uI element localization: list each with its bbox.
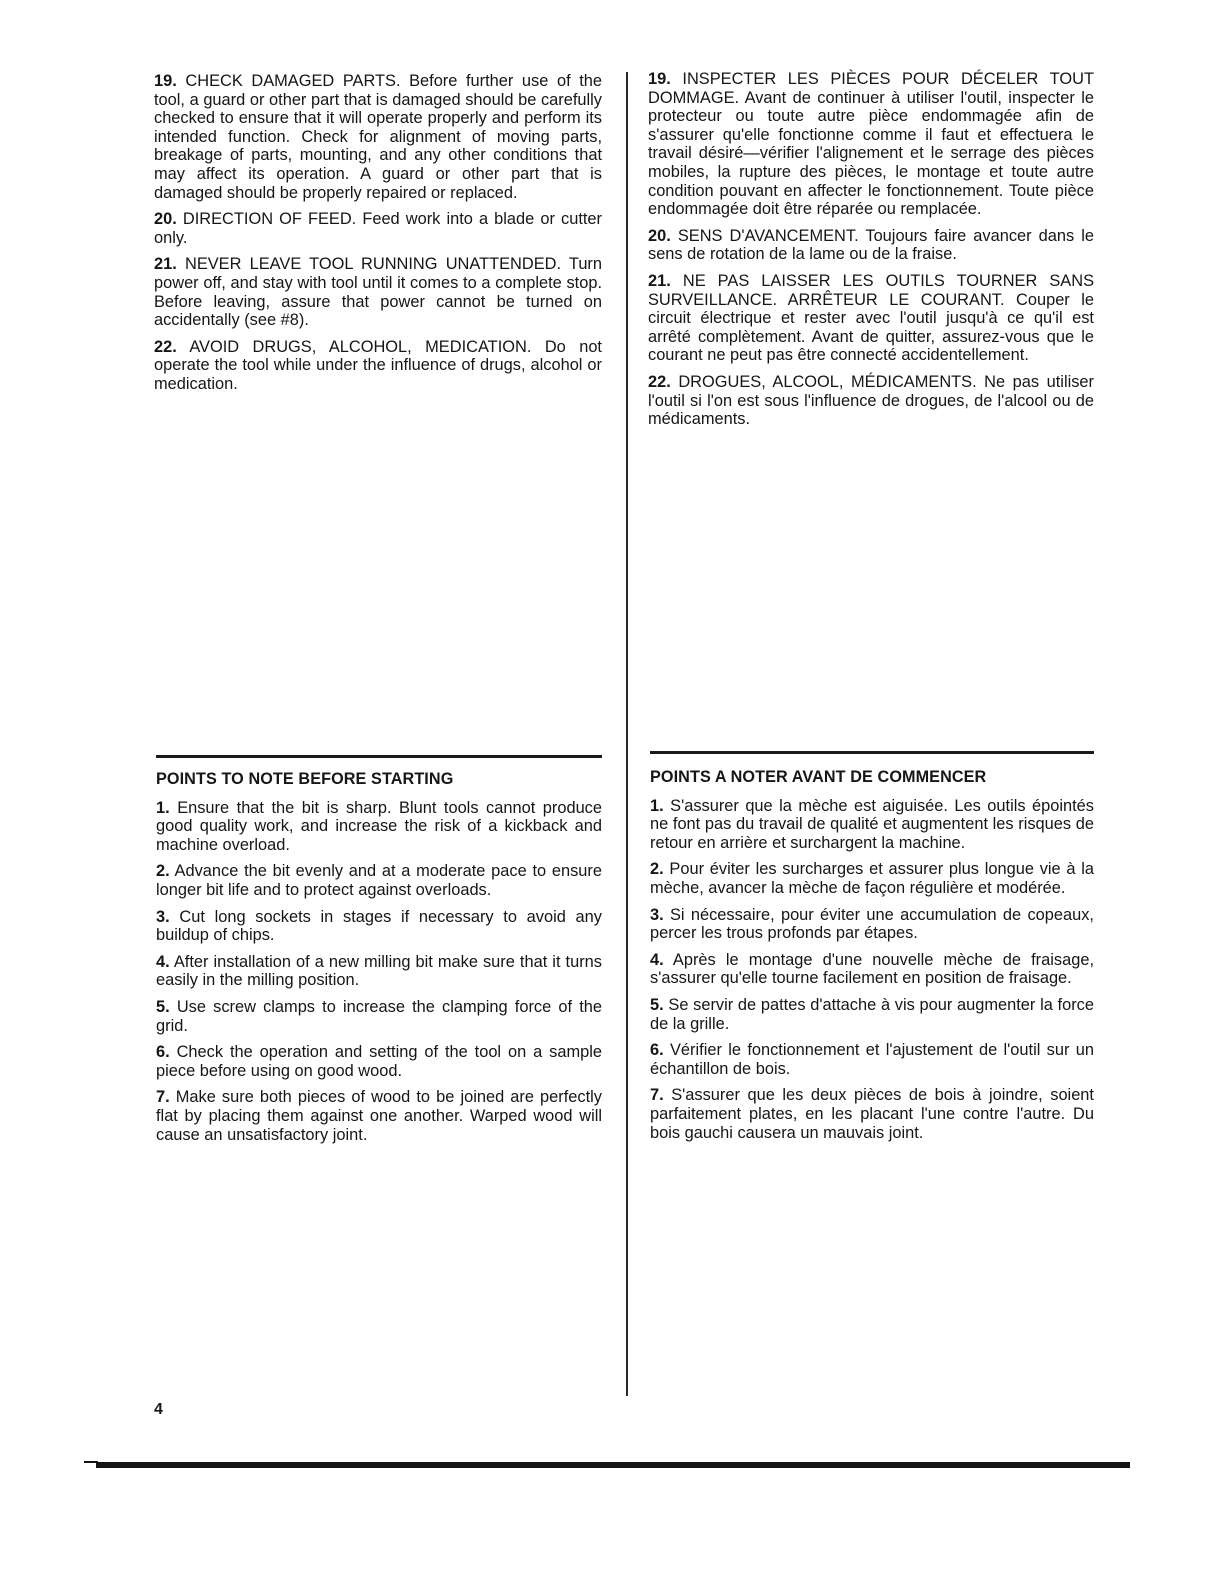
english-points-section bbox=[156, 770, 602, 1152]
fr-point-6: 6. Vérifier le fonctionnement et l'ajustement de l'outil sur un échantillon de bois. bbox=[650, 1041, 1094, 1078]
french-points-title: POINTS A NOTER AVANT DE COMMENCER bbox=[650, 768, 987, 786]
fr-point-2: 2. Pour éviter les surcharges et assurer plus longue vie à la mèche, avancer la mèche de façon régulière et modérée. bbox=[650, 860, 1094, 897]
english-safety-rules bbox=[154, 72, 602, 402]
page-number: 4 bbox=[154, 1401, 163, 1418]
en-rule-19: 19. CHECK DAMAGED PARTS. Before further use of the tool, a guard or other part that is damaged should be carefully checked to ensure that it will operate properly and perform its intended function. Check for alignment of moving parts, breakage of parts, mounting, and any other conditions that may affect its operation. A guard or other part that is damaged should be properly repaired or replaced. bbox=[154, 72, 602, 202]
en-rule-21: 21. NEVER LEAVE TOOL RUNNING UNATTENDED. Turn power off, and stay with tool until it comes to a complete stop. Before leaving, assure that power cannot be turned on accidentally (see #8). bbox=[154, 255, 603, 330]
fr-rule-21: 21. NE PAS LAISSER LES OUTILS TOURNER SANS SURVEILLANCE. ARRÊTEUR LE COURANT. Couper le circuit électrique et rester avec l'outil jusqu'à ce qu'il est arrêté complètement. Avant de quitter, assurez-vous que le courant ne peut pas être connecté accidentellement. bbox=[648, 271, 1095, 365]
fr-point-5: 5. Se servir de pattes d'attache à vis pour augmenter la force de la grille. bbox=[650, 995, 1094, 1033]
french-safety-rules bbox=[648, 70, 1094, 437]
fr-point-1: 1. S'assurer que la mèche est aiguisée. Les outils épointés ne font pas du travail de qualité et augmentent les risques de retour en arrière et surchargent la machine. bbox=[650, 796, 1094, 852]
column-divider bbox=[626, 72, 628, 1396]
en-point-4: 4. After installation of a new milling bit make sure that it turns easily in the milling position. bbox=[156, 952, 602, 990]
fr-rule-20: 20. SENS D'AVANCEMENT. Toujours faire avancer dans le sens de rotation de la lame ou de la fraise. bbox=[648, 226, 1094, 264]
fr-point-4: 4. Après le montage d'une nouvelle mèche de fraisage, s'assurer qu'elle tourne facilement en position de fraisage. bbox=[650, 950, 1094, 988]
en-point-7: 7. Make sure both pieces of wood to be joined are perfectly flat by placing them against one another. Warped wood will cause an unsatisfactory joint. bbox=[156, 1088, 602, 1144]
fr-rule-19: 19. INSPECTER LES PIÈCES POUR DÉCELER TOUT DOMMAGE. Avant de continuer à utiliser l'outil, inspecter le protecteur ou toute autre pièce endommagée afin de s'assurer qu'elle fonctionne comme il faut et effectuera le travail désiré—vérifier l'alignement et le serrage des pièces mobiles, la rupture des pièces, le montage et toute autre condition pouvant en affecter le fonctionnement. Toute pièce endommagée doit être réparée ou remplacée. bbox=[648, 70, 1094, 219]
french-points-section bbox=[650, 768, 1094, 1150]
en-point-1: 1. Ensure that the bit is sharp. Blunt tools cannot produce good quality work, and increase the risk of a kickback and machine overload. bbox=[156, 798, 602, 854]
en-point-5: 5. Use screw clamps to increase the clamping force of the grid. bbox=[156, 997, 602, 1035]
en-rule-20: 20. DIRECTION OF FEED. Feed work into a blade or cutter only. bbox=[154, 210, 602, 247]
french-section-rule bbox=[650, 751, 1094, 754]
fr-point-7: 7. S'assurer que les deux pièces de bois à joindre, soient parfaitement plates, en les placant l'une contre l'autre. Du bois gauchi causera un mauvais joint. bbox=[650, 1086, 1094, 1142]
fr-rule-22: 22. DROGUES, ALCOOL, MÉDICAMENTS. Ne pas utiliser l'outil si l'on est sous l'influence de drogues, de l'alcool ou de médicaments. bbox=[648, 372, 1094, 429]
english-points-title: POINTS TO NOTE BEFORE STARTING bbox=[156, 770, 454, 788]
en-point-2: 2. Advance the bit evenly and at a moderate pace to ensure longer bit life and to protect against overloads. bbox=[156, 862, 602, 899]
en-point-3: 3. Cut long sockets in stages if necessary to avoid any buildup of chips. bbox=[156, 907, 602, 945]
fr-point-3: 3. Si nécessaire, pour éviter une accumulation de copeaux, percer les trous profonds par étapes. bbox=[650, 905, 1094, 943]
footer-rule bbox=[96, 1462, 1130, 1468]
english-section-rule bbox=[156, 755, 602, 758]
en-point-6: 6. Check the operation and setting of the tool on a sample piece before using on good wood. bbox=[156, 1043, 602, 1080]
en-rule-22: 22. AVOID DRUGS, ALCOHOL, MEDICATION. Do not operate the tool while under the influence of drugs, alcohol or medication. bbox=[154, 337, 602, 393]
